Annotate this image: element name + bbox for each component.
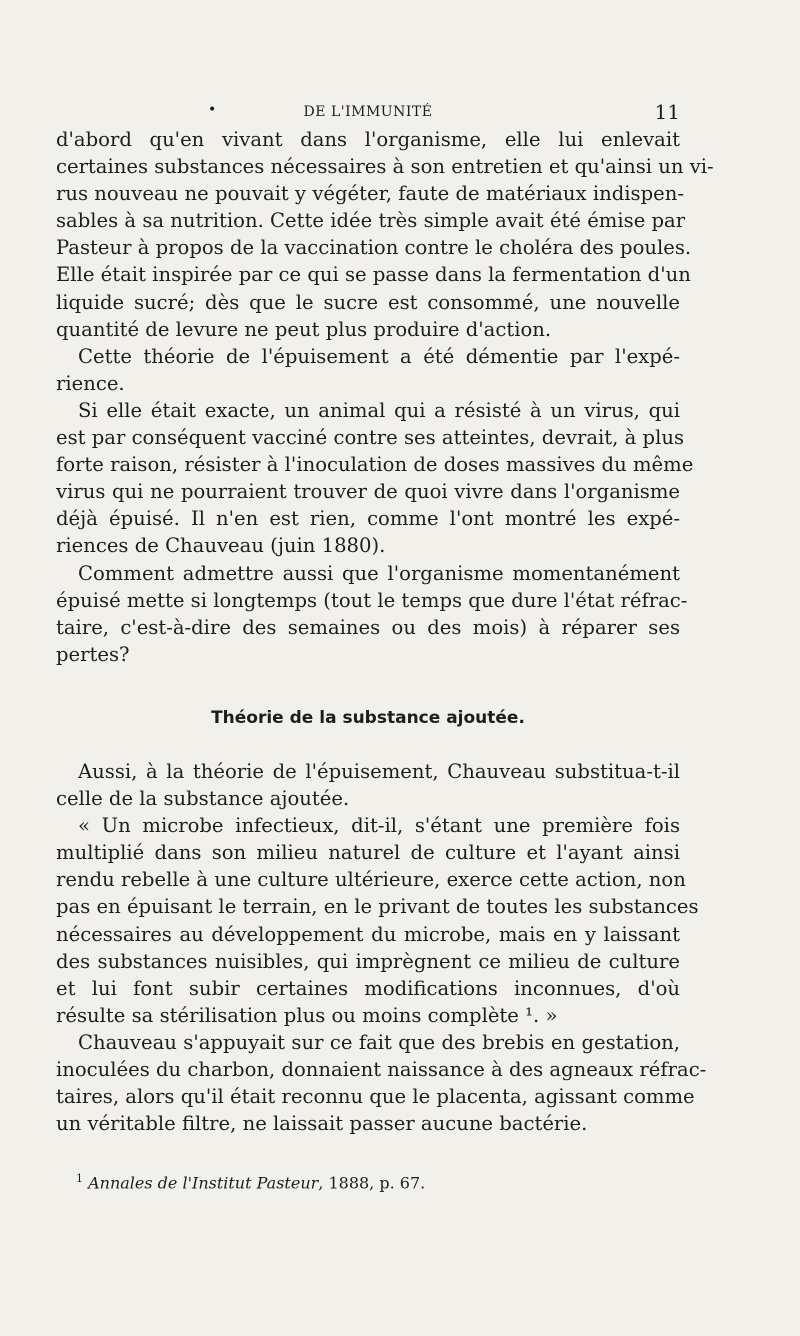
text-line: multiplié dans son milieu naturel de culture et l'ayant ainsi [56,841,680,865]
text-line: déjà épuisé. Il n'en est rien, comme l'ont montré les expé- [56,507,680,531]
text-line: Si elle était exacte, un animal qui a résisté à un virus, qui [78,398,680,422]
text-line: Comment admettre aussi que l'organisme momentanément [78,561,680,585]
text-line: taires, alors qu'il était reconnu que le placenta, agissant comme [56,1085,695,1109]
page-header [56,102,680,126]
text-line: rus nouveau ne pouvait y végéter, faute de matériaux indispen- [56,182,684,206]
text-line: rendu rebelle à une culture ultérieure, exerce cette action, non [56,868,686,892]
text-line: taire, c'est-à-dire des semaines ou des mois) à réparer ses [56,615,680,639]
text-line: nécessaires au développement du microbe, mais en y laissant [56,922,680,946]
text-line: Pasteur à propos de la vaccination contre le choléra des poules. [56,236,692,260]
text-line: d'abord qu'en vivant dans l'organisme, elle lui enlevait [56,128,680,151]
text-line: certaines substances nécessaires à son entretien et qu'ainsi un vi- [56,155,714,179]
text-line: forte raison, résister à l'inoculation de doses massives du même [56,453,694,477]
footnote-details: , 1888, p. 67. [318,1173,426,1193]
text-line: est par conséquent vacciné contre ses atteintes, devrait, à plus [56,426,685,450]
text-line: et lui font subir certaines modifications inconnues, d'où [56,976,680,1000]
text-line: liquide sucré; dès que le sucre est consommé, une nouvelle [56,290,680,314]
footnote [76,1172,425,1192]
text-line: celle de la substance ajoutée. [56,787,350,811]
text-line: des substances nuisibles, qui imprègnent ce milieu de culture [56,949,680,973]
text-line: pertes? [56,642,130,666]
footnote-mark: 1 [76,1172,83,1185]
text-line: « Un microbe infectieux, dit-il, s'étant une première fois [78,814,680,838]
text-line: riences de Chauveau (juin 1880). [56,534,386,558]
text-line: un véritable filtre, ne laissait passer aucune bactérie. [56,1112,588,1136]
footnote-source: Annales de l'Institut Pasteur [88,1173,319,1193]
text-line: Elle était inspirée par ce qui se passe dans la fermentation d'un [56,263,691,287]
text-line: inoculées du charbon, donnaient naissance à des agneaux réfrac- [56,1058,707,1082]
text-line: virus qui ne pourraient trouver de quoi vivre dans l'organisme [56,480,680,504]
header-dot: • [208,102,217,118]
text-line: Aussi, à la théorie de l'épuisement, Chauveau substitua-t-il [78,760,680,783]
section-title: Théorie de la substance ajoutée. [211,708,525,728]
text-line: quantité de levure ne peut plus produire d'action. [56,317,552,341]
body-text-lower [56,758,707,1137]
running-title: DE L'IMMUNITÉ [303,104,433,120]
text-line: sables à sa nutrition. Cette idée très simple avait été émise par [56,209,686,233]
body-text-upper [56,126,714,668]
text-line: rience. [56,371,125,395]
text-line: Cette théorie de l'épuisement a été démentie par l'expé- [78,344,680,368]
text-line: résulte sa stérilisation plus ou moins complète ¹. » [56,1003,558,1027]
text-line: épuisé mette si longtemps (tout le temps que dure l'état réfrac- [56,588,688,612]
page-number: 11 [654,100,680,124]
text-line: Chauveau s'appuyait sur ce fait que des brebis en gestation, [78,1030,680,1054]
text-line: pas en épuisant le terrain, en le privant de toutes les substances [56,895,699,919]
